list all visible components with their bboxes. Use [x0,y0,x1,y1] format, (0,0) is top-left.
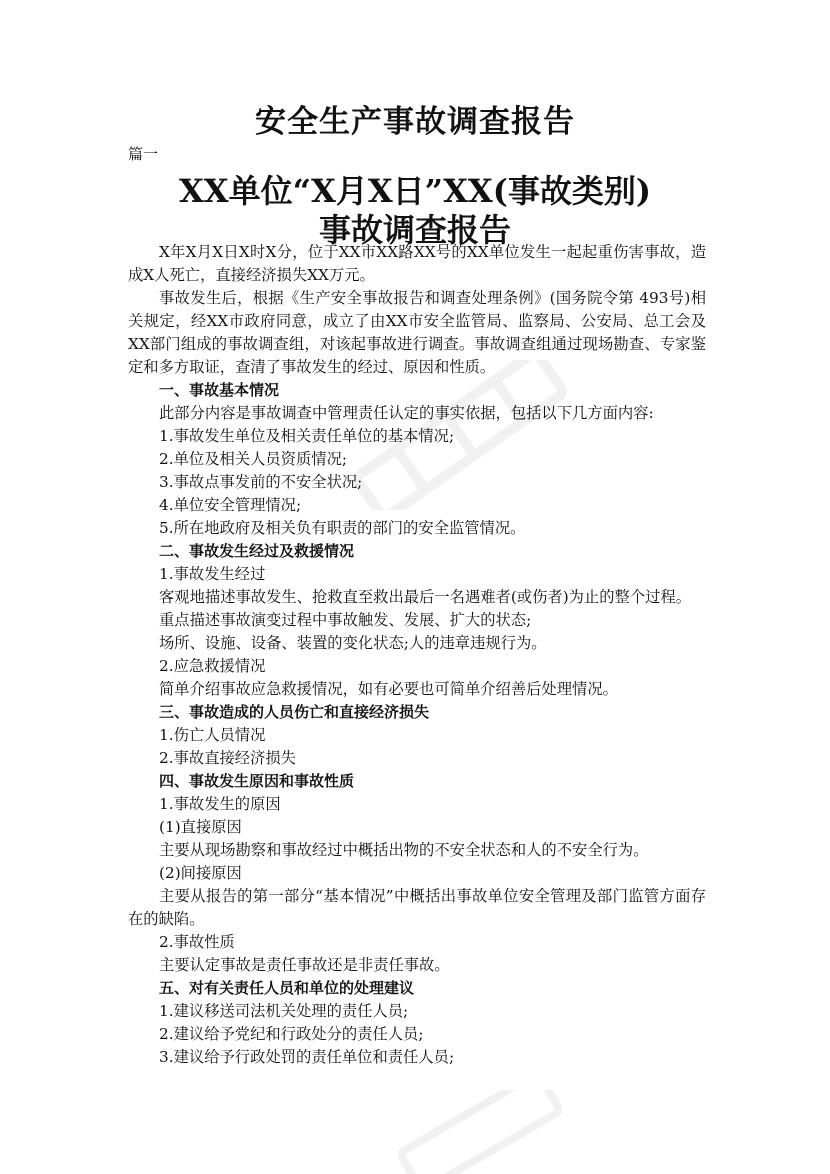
paragraph: 1.事故发生的原因 [159,795,281,813]
paragraph: 2.建议给予党纪和行政处分的责任人员; [159,1025,424,1043]
paragraph: 2.事故直接经济损失 [159,749,296,767]
section-heading: 五、对有关责任人员和单位的处理建议 [159,979,415,997]
section-heading: 一、事故基本情况 [159,381,280,399]
paragraph: (2)间接原因 [159,864,242,882]
paragraph: 2.事故性质 [159,933,235,951]
paragraph: 2.应急救援情况 [159,657,266,675]
paragraph: 重点描述事故演变过程中事故触发、发展、扩大的状态; [159,611,532,629]
paragraph: (1)直接原因 [159,818,242,836]
paragraph: 此部分内容是事故调查中管理责任认定的事实依据，包括以下几方面内容: [159,404,654,422]
paragraph: X年X月X日X时X分，位于XX市XX路XX号的XX单位发生一起起重伤害事故，造成X人死亡，直接经济损失XX万元。 [128,243,706,284]
paragraph: 2.单位及相关人员资质情况; [159,450,348,468]
paragraph: 事故发生后，根据《生产安全事故报告和调查处理条例》(国务院令第 493号)相关规定，经XX市政府同意，成立了由XX市安全监管局、监察局、公安局、总工会及XX部门组成的事故调查组，对该起事故进行调查。事故调查组通过现场勘查、专家鉴定和多方取证，查清了事故发生的经过、原因和性质。 [128,289,706,376]
paragraph: 4.单位安全管理情况; [159,496,302,514]
paragraph: 简单介绍事故应急救援情况，如有必要也可简单介绍善后处理情况。 [159,680,618,698]
section-heading: 三、事故造成的人员伤亡和直接经济损失 [159,703,430,721]
watermark-icon [380,1090,580,1174]
paragraph: 1.事故发生经过 [159,565,266,583]
report-title-line-2: 事故调查报告 [318,211,511,249]
paragraph: 3.建议给予行政处罚的责任单位和责任人员; [159,1048,455,1066]
paragraph: 主要从现场勘察和事故经过中概括出物的不安全状态和人的不安全行为。 [159,841,649,859]
section-heading: 四、事故发生原因和事故性质 [159,772,355,790]
paragraph: 1.事故发生单位及相关责任单位的基本情况; [159,427,455,445]
paragraph: 1.建议移送司法机关处理的责任人员; [159,1002,409,1020]
section-heading: 二、事故发生经过及救援情况 [159,542,355,560]
report-title-line-1: XX单位“X月X日”XX(事故类别) [178,172,652,210]
paragraph: 客观地描述事故发生、抢救直至救出最后一名遇难者(或伤者)为止的整个过程。 [159,588,692,606]
paragraph: 主要从报告的第一部分“基本情况”中概括出事故单位安全管理及部门监管方面存在的缺陷。 [128,887,706,928]
paragraph: 3.事故点事发前的不安全状况; [159,473,363,491]
paragraph: 5.所在地政府及相关负有职责的部门的安全监管情况。 [159,519,526,537]
paragraph: 1.伤亡人员情况 [159,726,266,744]
paragraph: 主要认定事故是责任事故还是非责任事故。 [159,956,450,974]
document-body [128,241,706,1069]
section-label: 篇一 [128,145,159,163]
paragraph: 场所、设施、设备、装置的变化状态;人的违章违规行为。 [159,634,547,652]
document-title: 安全生产事故调查报告 [255,104,575,140]
